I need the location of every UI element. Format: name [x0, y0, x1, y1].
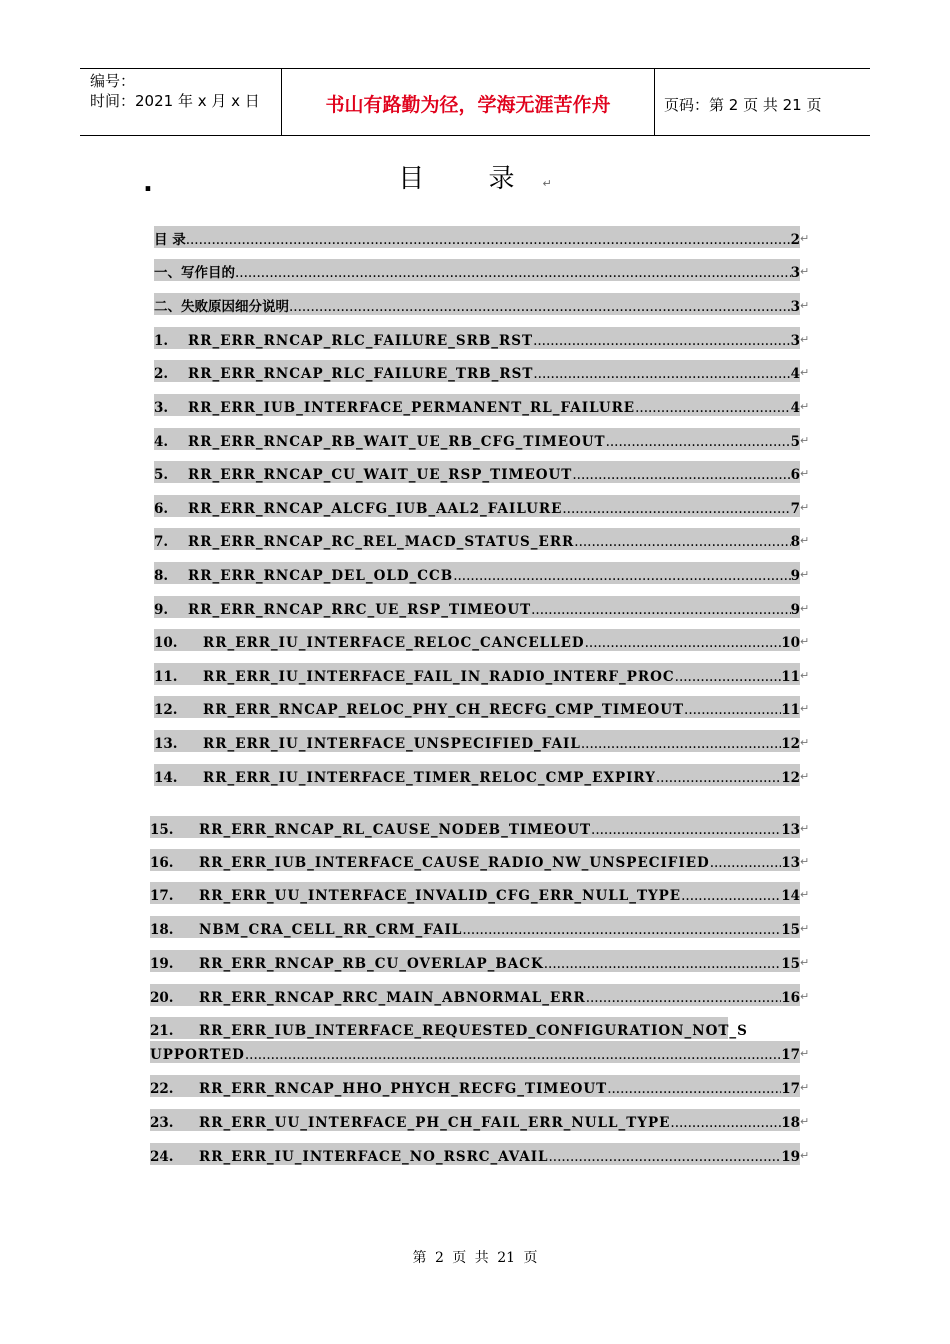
toc-entry-title: RR_ERR_RNCAP_RC_REL_MACD_STATUS_ERR — [188, 534, 575, 550]
toc-entry-number: 18. — [150, 922, 174, 938]
header-motto: 书山有路勤为径，学海无涯苦作舟 — [325, 94, 611, 116]
return-mark-icon: ↵ — [800, 888, 810, 901]
toc-entry[interactable] — [150, 916, 800, 938]
toc-dot-leader — [635, 400, 790, 416]
toc-entry[interactable] — [154, 394, 800, 416]
toc-dot-leader — [606, 434, 791, 450]
return-mark-icon: ↵ — [800, 956, 810, 969]
return-mark-icon: ↵ — [800, 602, 810, 615]
toc-page-number: 11 — [781, 702, 800, 718]
toc-entry-number: 22. — [150, 1081, 174, 1097]
toc-entry-number: 6. — [154, 501, 169, 517]
header-top-rule — [80, 68, 870, 69]
toc-entry-title: RR_ERR_IUB_INTERFACE_CAUSE_RADIO_NW_UNSPECIFIED — [199, 855, 710, 871]
toc-entry-number: 2. — [154, 366, 169, 382]
toc-entry-title: RR_ERR_RNCAP_ALCFG_IUB_AAL2_FAILURE — [188, 501, 563, 517]
toc-entry[interactable] — [154, 293, 800, 315]
toc-page-number: 9 — [790, 568, 800, 584]
return-mark-icon: ↵ — [800, 635, 810, 648]
toc-entry-title: RR_ERR_IUB_INTERFACE_REQUESTED_CONFIGURATION_NOT_S — [199, 1023, 748, 1039]
toc-entry-title: RR_ERR_RNCAP_CU_WAIT_UE_RSP_TIMEOUT — [188, 467, 573, 483]
toc-entry-number: 11. — [154, 669, 178, 685]
toc-dot-leader — [656, 770, 781, 786]
toc-entry-number: 目 录 — [154, 232, 186, 248]
toc-dot-leader — [453, 568, 790, 584]
toc-entry-continued[interactable] — [150, 1041, 800, 1063]
toc-entry[interactable] — [154, 764, 800, 786]
return-mark-icon: ↵ — [800, 1115, 810, 1128]
toc-entry-title: RR_ERR_RNCAP_RELOC_PHY_CH_RECFG_CMP_TIMEOUT — [203, 702, 685, 718]
toc-entry-number: 23. — [150, 1115, 174, 1131]
toc-dot-leader — [675, 669, 782, 685]
toc-dot-leader — [585, 635, 782, 651]
return-mark-icon: ↵ — [800, 299, 810, 312]
toc-entry-number: 16. — [150, 855, 174, 871]
toc-entry[interactable] — [150, 1075, 800, 1097]
toc-entry-number: 8. — [154, 568, 169, 584]
toc-page-number: 6 — [790, 467, 800, 483]
toc-dot-leader — [591, 822, 781, 838]
toc-page-number: 17 — [781, 1047, 800, 1063]
toc-page-number: 3 — [790, 333, 800, 349]
toc-page-number: 15 — [781, 956, 800, 972]
return-mark-icon: ↵ — [800, 736, 810, 749]
toc-page-number: 13 — [781, 855, 800, 871]
toc-page-number: 19 — [781, 1149, 800, 1165]
toc-dot-leader — [533, 366, 790, 382]
toc-entry[interactable] — [150, 882, 800, 904]
return-mark-icon: ↵ — [800, 333, 810, 346]
toc-page-number: 13 — [781, 822, 800, 838]
toc-entry-title: RR_ERR_IU_INTERFACE_FAIL_IN_RADIO_INTERF_PROC — [203, 669, 675, 685]
toc-entry-number: 20. — [150, 990, 174, 1006]
toc-page-number: 2 — [790, 232, 800, 248]
toc-entry[interactable] — [154, 528, 800, 550]
return-mark-icon: ↵ — [800, 534, 810, 547]
toc-dot-leader — [586, 990, 782, 1006]
return-mark-icon: ↵ — [800, 770, 810, 783]
toc-entry-number: 21. — [150, 1023, 174, 1039]
toc-entry-number: 1. — [154, 333, 169, 349]
toc-dot-leader — [245, 1047, 781, 1063]
toc-entry-title: RR_ERR_RNCAP_HHO_PHYCH_RECFG_TIMEOUT — [199, 1081, 608, 1097]
toc-entry-title: RR_ERR_RNCAP_RB_WAIT_UE_RB_CFG_TIMEOUT — [188, 434, 606, 450]
toc-entry-title: RR_ERR_UU_INTERFACE_INVALID_CFG_ERR_NULL_TYPE — [199, 888, 682, 904]
toc-entry[interactable] — [154, 327, 800, 349]
return-mark-icon: ↵ — [800, 669, 810, 682]
toc-dot-leader — [574, 534, 790, 550]
toc-entry-title-continued: UPPORTED — [150, 1047, 245, 1063]
toc-entry[interactable] — [154, 461, 800, 483]
toc-entry[interactable] — [154, 259, 800, 281]
toc-entry-number: 24. — [150, 1149, 174, 1165]
toc-page-number: 9 — [790, 602, 800, 618]
toc-entry[interactable] — [150, 984, 800, 1006]
toc-page-number: 12 — [781, 770, 800, 786]
toc-entry[interactable] — [150, 950, 800, 972]
toc-page-number: 7 — [790, 501, 800, 517]
toc-dot-leader — [562, 501, 790, 517]
toc-entry-number: 15. — [150, 822, 174, 838]
toc-entry-number: 13. — [154, 736, 178, 752]
toc-entry-title: RR_ERR_IU_INTERFACE_TIMER_RELOC_CMP_EXPIRY — [203, 770, 656, 786]
return-mark-icon: ↵ — [800, 855, 810, 868]
toc-dot-leader — [581, 736, 781, 752]
toc-entry-number: 二、失败原因细分说明 — [154, 299, 289, 315]
header-page-info: 页码：第 2 页 共 21 页 — [664, 96, 822, 114]
toc-entry-title: RR_ERR_RNCAP_RB_CU_OVERLAP_BACK — [199, 956, 544, 972]
toc-entry-title: RR_ERR_RNCAP_RRC_MAIN_ABNORMAL_ERR — [199, 990, 586, 1006]
toc-dot-leader — [235, 265, 791, 281]
toc-page-number: 15 — [781, 922, 800, 938]
toc-entry-title: RR_ERR_RNCAP_DEL_OLD_CCB — [188, 568, 454, 584]
return-mark-icon: ↵ — [800, 1047, 810, 1060]
return-mark-icon: ↵ — [542, 177, 552, 190]
toc-entry-number: 12. — [154, 702, 178, 718]
toc-dot-leader — [531, 602, 790, 618]
toc-entry[interactable] — [154, 495, 800, 517]
toc-entry[interactable] — [150, 1143, 800, 1165]
toc-dot-leader — [670, 1115, 781, 1131]
toc-dot-leader — [544, 956, 781, 972]
toc-entry-title: RR_ERR_RNCAP_RL_CAUSE_NODEB_TIMEOUT — [199, 822, 592, 838]
toc-entry[interactable] — [154, 428, 800, 450]
toc-entry-title: NBM_CRA_CELL_RR_CRM_FAIL — [199, 922, 463, 938]
toc-entry-number: 10. — [154, 635, 178, 651]
return-mark-icon: ↵ — [800, 922, 810, 935]
toc-page-number: 3 — [790, 299, 800, 315]
toc-page-number: 8 — [790, 534, 800, 550]
return-mark-icon: ↵ — [800, 366, 810, 379]
toc-entry[interactable] — [154, 596, 800, 618]
toc-page-number: 17 — [781, 1081, 800, 1097]
return-mark-icon: ↵ — [800, 400, 810, 413]
toc-dot-leader — [684, 702, 781, 718]
toc-entry-title: RR_ERR_IU_INTERFACE_RELOC_CANCELLED — [203, 635, 585, 651]
toc-page-number: 14 — [781, 888, 800, 904]
toc-page-number: 5 — [790, 434, 800, 450]
toc-entry[interactable] — [154, 696, 800, 718]
toc-entry-number: 14. — [154, 770, 178, 786]
toc-page-number: 12 — [781, 736, 800, 752]
toc-page-number: 4 — [790, 400, 800, 416]
toc-dot-leader — [533, 333, 791, 349]
toc-dot-leader — [549, 1149, 782, 1165]
return-mark-icon: ↵ — [800, 822, 810, 835]
header-time-label: 时间：2021 年 x 月 x 日 — [90, 92, 260, 110]
toc-page-number: 10 — [781, 635, 800, 651]
toc-entry[interactable] — [154, 730, 800, 752]
toc-entry[interactable] — [154, 663, 800, 685]
toc-entry-title: RR_ERR_IU_INTERFACE_UNSPECIFIED_FAIL — [203, 736, 581, 752]
toc-dot-leader — [572, 467, 790, 483]
header-bottom-rule — [80, 135, 870, 136]
toc-entry-number: 17. — [150, 888, 174, 904]
toc-entry-number: 19. — [150, 956, 174, 972]
toc-entry-number: 9. — [154, 602, 169, 618]
return-mark-icon: ↵ — [800, 434, 810, 447]
toc-dot-leader — [462, 922, 781, 938]
toc-entry-number: 7. — [154, 534, 169, 550]
return-mark-icon: ↵ — [800, 990, 810, 1003]
toc-entry-title: RR_ERR_RNCAP_RLC_FAILURE_TRB_RST — [188, 366, 534, 382]
toc-dot-leader — [710, 855, 782, 871]
page-title — [0, 158, 950, 195]
return-mark-icon: ↵ — [800, 467, 810, 480]
toc-page-number: 16 — [781, 990, 800, 1006]
return-mark-icon: ↵ — [800, 232, 810, 245]
toc-entry-title: RR_ERR_UU_INTERFACE_PH_CH_FAIL_ERR_NULL_TYPE — [199, 1115, 671, 1131]
toc-page-number: 4 — [790, 366, 800, 382]
return-mark-icon: ↵ — [800, 568, 810, 581]
toc-page-number: 11 — [781, 669, 800, 685]
toc-entry-title: RR_ERR_IUB_INTERFACE_PERMANENT_RL_FAILURE — [188, 400, 636, 416]
return-mark-icon: ↵ — [800, 501, 810, 514]
toc-entry-number: 3. — [154, 400, 169, 416]
toc-entry-number: 5. — [154, 467, 169, 483]
toc-entry-title: RR_ERR_RNCAP_RLC_FAILURE_SRB_RST — [188, 333, 534, 349]
toc-dot-leader — [607, 1081, 781, 1097]
toc-entry[interactable] — [150, 849, 800, 871]
toc-entry[interactable] — [154, 226, 800, 248]
toc-dot-leader — [186, 232, 791, 248]
toc-page-number: 18 — [781, 1115, 800, 1131]
return-mark-icon: ↵ — [800, 265, 810, 278]
header-number-label: 编号： — [90, 72, 136, 90]
return-mark-icon: ↵ — [800, 702, 810, 715]
toc-entry[interactable] — [154, 360, 800, 382]
toc-dot-leader — [289, 299, 791, 315]
toc-page-number: 3 — [790, 265, 800, 281]
bullet-dot: . — [143, 168, 153, 198]
return-mark-icon: ↵ — [800, 1081, 810, 1094]
toc-entry-title: RR_ERR_RNCAP_RRC_UE_RSP_TIMEOUT — [188, 602, 532, 618]
header-divider-right — [654, 68, 655, 136]
toc-entry-title: RR_ERR_IU_INTERFACE_NO_RSRC_AVAIL — [199, 1149, 549, 1165]
toc-entry[interactable] — [154, 629, 800, 651]
toc-dot-leader — [681, 888, 781, 904]
return-mark-icon: ↵ — [800, 1149, 810, 1162]
page-footer: 第 2 页 共 21 页 — [412, 1250, 538, 1266]
toc-entry[interactable] — [150, 1017, 748, 1039]
toc-entry[interactable] — [154, 562, 800, 584]
toc-entry[interactable] — [150, 816, 800, 838]
toc-entry[interactable] — [150, 1109, 800, 1131]
toc-entry-number: 4. — [154, 434, 169, 450]
toc-entry-number: 一、写作目的 — [154, 265, 235, 281]
page-title-text: 目 录 — [398, 164, 543, 194]
